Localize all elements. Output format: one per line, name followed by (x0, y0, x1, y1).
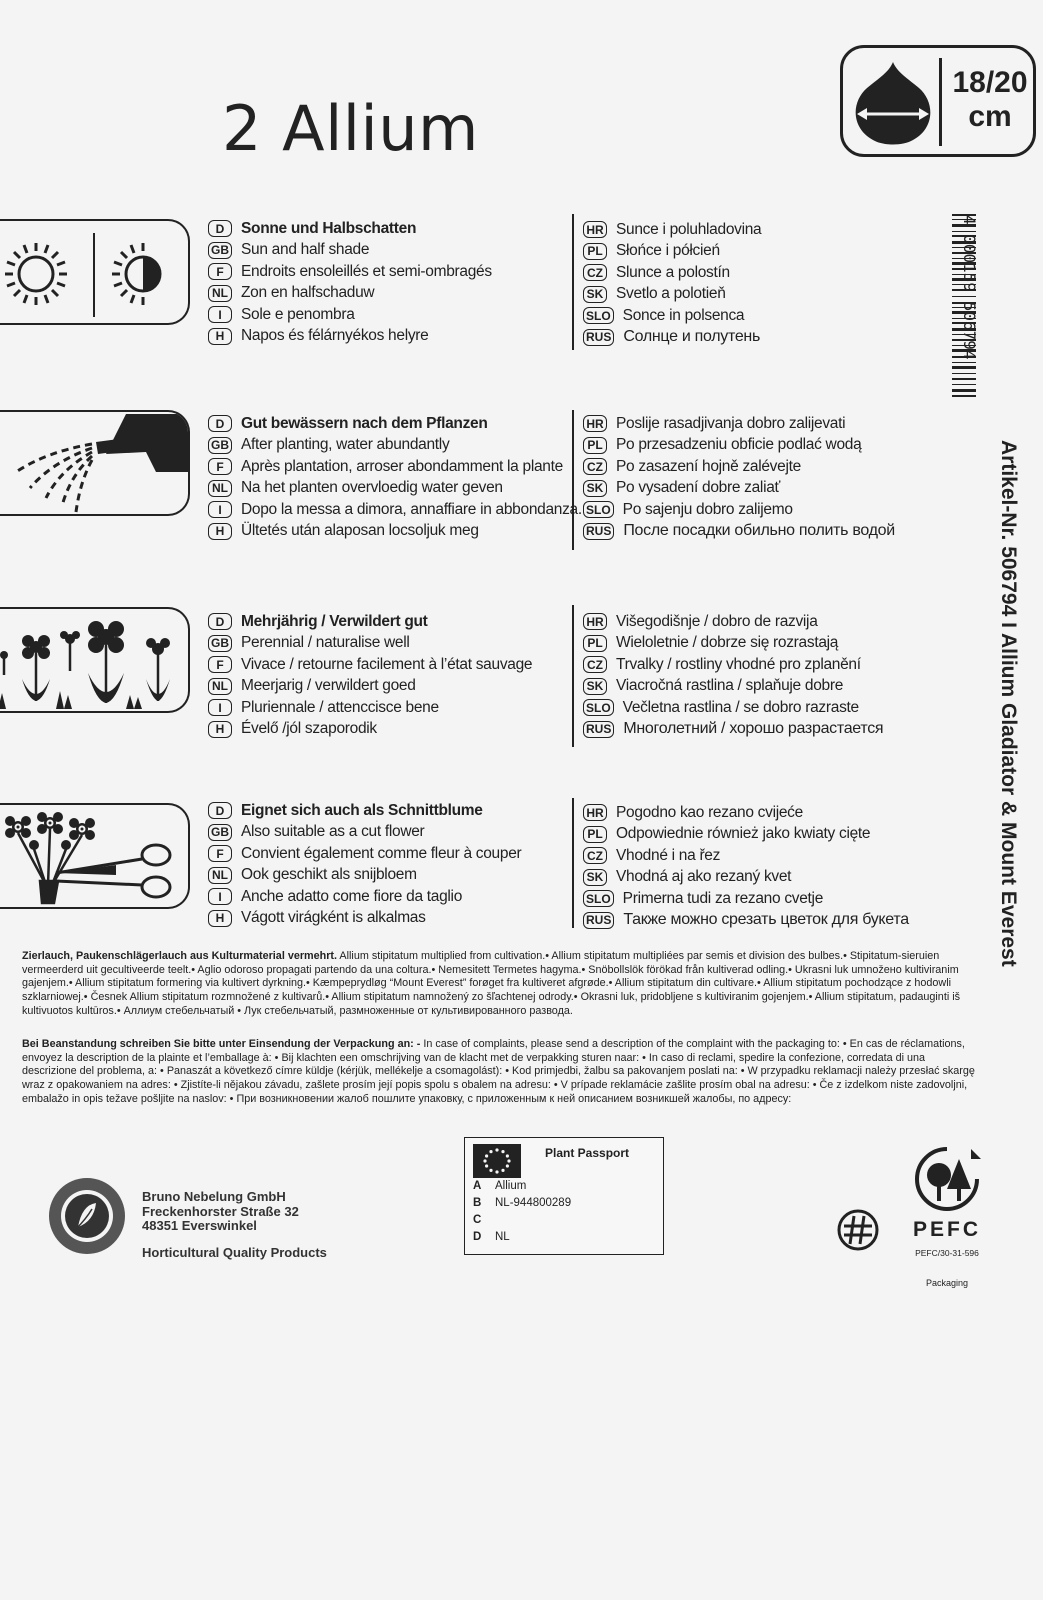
pefc-logo (902, 1145, 992, 1258)
company-name: Bruno Nebelung GmbH (142, 1189, 286, 1204)
lang-code: F (208, 458, 232, 475)
lang-code: GB (208, 824, 232, 841)
line-text: После посадки обильно полить водой (623, 522, 895, 540)
passport-row (473, 1180, 526, 1192)
watering-can-icon (0, 410, 190, 516)
bulb-circumference-icon (849, 58, 937, 150)
line-text: Višegodišnje / dobro de razvija (616, 612, 818, 630)
lang-code: SLO (583, 307, 614, 324)
lang-code: I (208, 306, 232, 323)
passport-key: A (473, 1180, 482, 1192)
lang-code: HR (583, 613, 607, 630)
line-text: Sonce in polsenca (622, 306, 745, 324)
lang-code: I (208, 699, 232, 716)
lang-code: NL (208, 480, 232, 497)
line-text: Svetlo a polotieň (616, 285, 726, 303)
passport-key: B (473, 1197, 482, 1209)
line-text: Zon en halfschaduw (241, 284, 375, 302)
lang-code: HR (583, 221, 607, 238)
pefc-code: PEFC/30-31-596 (915, 1248, 979, 1258)
lang-code: PL (583, 826, 607, 843)
lang-code: SK (583, 678, 607, 695)
section-heading: Eignet sich auch als Schnittblume (241, 801, 483, 819)
line-text: Večletna rastlina / se dobro razraste (622, 698, 859, 716)
line-text: Meerjarig / verwildert goed (241, 677, 416, 695)
line-text: Po sajenju dobro zalijemo (622, 500, 793, 518)
line-text: After planting, water abundantly (241, 436, 450, 454)
lang-code: F (208, 845, 232, 862)
section-heading: Sonne und Halbschatten (241, 219, 417, 237)
lang-code: NL (208, 678, 232, 695)
passport-key: C (473, 1214, 482, 1226)
line-text: Also suitable as a cut flower (241, 823, 425, 841)
line-text: Po vysadení dobre zaliať (616, 479, 781, 497)
plant-passport-title: Plant Passport (545, 1146, 630, 1160)
lang-code: HR (583, 804, 607, 821)
complaint-paragraph (22, 1038, 982, 1107)
line-text: Primerna tudi za rezano cvetje (622, 889, 824, 907)
line-text: Na het planten overvloedig water geven (241, 479, 503, 497)
section-heading: Mehrjährig / Verwildert gut (241, 612, 428, 630)
line-text: Vhodná aj ako rezaný kvet (616, 868, 792, 886)
lang-code: SK (583, 286, 607, 303)
passport-row (473, 1197, 571, 1209)
line-text: Солнце и полутень (623, 328, 760, 346)
product-title: 2 Allium (222, 92, 479, 165)
pefc-label: PEFC (912, 1218, 981, 1241)
line-text: Sun and half shade (241, 241, 370, 259)
line-text: Napos és félárnyékos helyre (241, 327, 429, 345)
passport-row (473, 1214, 495, 1226)
lang-code: D (208, 415, 232, 432)
lang-code: RUS (583, 721, 614, 738)
lang-code: NL (208, 285, 232, 302)
line-text: Trvalky / rostliny vhodné pro zplanění (616, 655, 861, 673)
cut-flower-scissors-icon (0, 803, 190, 909)
company-city: 48351 Everswinkel (142, 1218, 257, 1233)
lang-code: GB (208, 242, 232, 259)
passport-key: D (473, 1231, 482, 1243)
lang-code: SLO (583, 890, 614, 907)
line-text: Après plantation, arroser abondamment la plante (241, 457, 563, 475)
lang-code: H (208, 523, 232, 540)
perennial-flowers-icon (0, 607, 190, 713)
article-number: Artikel-Nr. 506794 I Allium Gladiator & Mount Everest (997, 440, 1020, 967)
company-tagline: Horticultural Quality Products (142, 1245, 327, 1260)
lang-code: CZ (583, 264, 607, 281)
line-text: Vivace / retourne facilement à l’état sauvage (241, 655, 533, 673)
sustainable-supplier-seal-icon (46, 1175, 128, 1257)
section-perennial-left (208, 611, 532, 740)
pefc-trees-icon (911, 1145, 983, 1211)
section-cut-right (583, 802, 909, 931)
line-text: Endroits ensoleillés et semi-ombragés (241, 262, 492, 280)
line-text: Dopo la messa a dimora, annaffiare in abbondanza. (241, 500, 582, 518)
line-text: Slunce a polostín (616, 263, 730, 281)
recycle-hash-icon (836, 1208, 880, 1252)
lang-code: SK (583, 869, 607, 886)
passport-value: NL-944800289 (495, 1197, 572, 1209)
lang-code: CZ (583, 458, 607, 475)
line-text: Poslije rasadjivanja dobro zalijevati (616, 414, 846, 432)
line-text: Sole e penombra (241, 305, 355, 323)
lang-code: PL (583, 635, 607, 652)
bulb-size-badge (840, 45, 1036, 157)
line-text: Pluriennale / attencciscе bene (241, 698, 439, 716)
lang-code: H (208, 328, 232, 345)
origin-body: Allium stipitatum multiplied from cultivation.• Allium stipitatum multipliées par semis et division des bulbes.• Stipitatum-sieruien vermeerderd uit gecultiveerde teelt.• Aglio odoroso propagati partendo da una coltura.• Nemesitett Termetes hagyma.• Snöbollslök förökad från kultiverad odling.• Ukrasni luk umnožено kultiviranim gajenjem.• Allium stipitatum formering via kultivert dyrkning.• Kæmpeprydløg “Mount Everest” forøget fra kultiveret afgrøde.• Allium stipitatum din cultivare.• Allium stipitatum pochodzące z hodowli szklarniowej.• Česnek Allium stipitatum rozmnožené z kultivarů.• Allium stipitatum namnožený zo šľachtenej odrody.• Okrasni luk, pridobljene s kultiviranim gojenjem.• Allium stipitatum, padauginti iš kultivuotos kultūros.• Аллиум стебельчатый • Лук стебельчатый, размноженные от культивированного развода. (22, 950, 961, 1017)
section-perennial-right (583, 611, 883, 740)
lang-code: I (208, 888, 232, 905)
section-water-right (583, 413, 895, 542)
line-text: Évelő /jól szaporodik (241, 720, 377, 738)
line-text: Многолетний / хорошо разрастается (623, 720, 884, 738)
passport-row (473, 1231, 510, 1243)
complaint-body: In case of complaints, please send a description of the complaint with the packaging to: • En cas de réclamations, envoyez la description de la plainte et l’emballage à: • Bij klachten een omschrijving van de klacht met de verpakking sturen naar: • In caso di reclami, spedire la confezione, corredata di una descrizione del problema, a: • Panaszát a következő címre küldje (kérjük, mellékelje a csomagolást): • Kod primjedbi, žalbu sa pakovanjem poslati na: • W przypadku reklamacji należy przesłać skargę wraz z opakowaniem na adres: • Zjistíte-li nějakou závadu, zašlete prosím její popis spolu s obalem na adresu: • V prípade reklamácie zašlite prosím obal na adresu: • Če z izdelkom niste zadovoljni, embalažo in opis težave pošljite na naslov: • При возникновении жалоб пошлите упаковку, с приложенным к ней описанием возникшей жалобы, по адресу: (22, 1038, 975, 1105)
line-text: Pogodno kao rezano cvijeće (616, 803, 803, 821)
bulb-size-unit: cm (968, 100, 1012, 133)
lang-code: F (208, 656, 232, 673)
company-address (142, 1190, 299, 1234)
line-text: Vágott virágként is alkalmas (241, 909, 426, 927)
line-text: Sunce i poluhladovina (616, 220, 762, 238)
barcode-digits: 4 000159 506794 (960, 215, 979, 360)
lang-code: F (208, 263, 232, 280)
company-street: Freckenhorster Straße 32 (142, 1203, 299, 1219)
lang-code: H (208, 910, 232, 927)
lang-code: D (208, 802, 232, 819)
line-text: Wieloletnie / dobrze się rozrastają (616, 634, 839, 652)
section-sun-right (583, 219, 761, 348)
complaint-lead: Bei Beanstandung schreiben Sie bitte unter Einsendung der Verpackung an: - (22, 1038, 421, 1050)
sun-half-shade-icon (0, 219, 190, 325)
lang-code: NL (208, 867, 232, 884)
section-heading: Gut bewässern nach dem Pflanzen (241, 414, 488, 432)
plant-passport (464, 1137, 664, 1255)
line-text: Perennial / naturalise well (241, 634, 410, 652)
lang-code: SLO (583, 501, 614, 518)
line-text: Po zasazení hojně zalévejte (616, 457, 801, 475)
origin-lead: Zierlauch, Paukenschlägerlauch aus Kulturmaterial vermehrt. (22, 950, 338, 962)
lang-code: GB (208, 635, 232, 652)
lang-code: HR (583, 415, 607, 432)
pefc-packaging-label: Packaging (925, 1278, 969, 1288)
lang-code: PL (583, 243, 607, 260)
line-text: Ültetés után alaposan locsoljuk meg (241, 522, 479, 540)
lang-code: H (208, 721, 232, 738)
passport-value: NL (495, 1231, 510, 1243)
lang-code: CZ (583, 656, 607, 673)
lang-code: I (208, 501, 232, 518)
line-text: Viacročná rastlina / splaňuje dobre (616, 677, 844, 695)
bulb-size-value: 18/20 (952, 66, 1028, 99)
line-text: Słońce i półcień (616, 242, 720, 260)
eu-flag-icon (473, 1144, 521, 1178)
lang-code: RUS (583, 912, 614, 929)
lang-code: SK (583, 480, 607, 497)
line-text: Vhodné i na řez (616, 846, 721, 864)
line-text: Odpowiednie również jako kwiaty cięte (616, 825, 871, 843)
section-cut-left (208, 800, 521, 929)
line-text: Convient également comme fleur à couper (241, 844, 522, 862)
lang-code: RUS (583, 523, 614, 540)
lang-code: GB (208, 437, 232, 454)
line-text: Anche adatto come fiore da taglio (241, 887, 463, 905)
passport-value: Allium (495, 1180, 527, 1192)
lang-code: SLO (583, 699, 614, 716)
line-text: Po przesadzeniu obficie podlać wodą (616, 436, 862, 454)
section-sun-left (208, 218, 492, 347)
lang-code: D (208, 613, 232, 630)
line-text: Также можно срезать цветок для букета (623, 911, 909, 929)
section-water-left (208, 413, 582, 542)
lang-code: PL (583, 437, 607, 454)
lang-code: CZ (583, 847, 607, 864)
line-text: Ook geschikt als snijbloem (241, 866, 417, 884)
lang-code: D (208, 220, 232, 237)
lang-code: RUS (583, 329, 614, 346)
origin-paragraph (22, 950, 982, 1019)
